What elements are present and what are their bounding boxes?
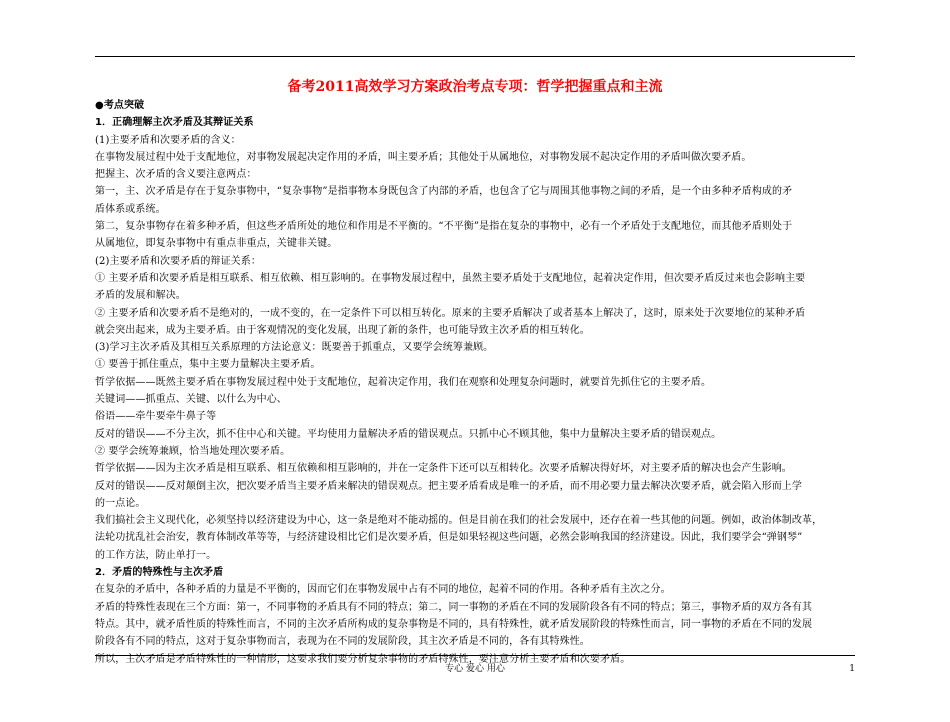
document-body — [95, 97, 855, 668]
section-heading: 2．矛盾的特殊性与主次矛盾 — [95, 567, 224, 579]
body-line: 所以，主次矛盾是矛盾特殊性的一种情形，这要求我们要分析复杂事物的矛盾特殊性，要注意分析主要矛盾和次要矛盾。 — [95, 653, 631, 665]
body-line: 把握主、次矛盾的含义要注意两点： — [95, 169, 257, 181]
page-footer — [95, 662, 855, 676]
footer-motto: 专心 爱心 用心 — [445, 664, 505, 674]
body-line: 俗语——牵牛要牵牛鼻子等 — [95, 411, 217, 423]
body-line: 法轮功扰乱社会治安，教育体制改革等等，与经济建设相比它们是次要矛盾，但是如果轻视这些问题，必然会影响我国的经济建设。因此，我们要学会“弹钢琴” — [95, 532, 803, 544]
body-line: ① 要善于抓住重点，集中主要力量解决主要矛盾。 — [95, 359, 321, 371]
section-heading: ●考点突破 — [95, 100, 145, 111]
header-rule — [95, 56, 855, 57]
body-line: 的一点论。 — [95, 497, 146, 509]
section-heading: 1．正确理解主次矛盾及其辩证关系 — [95, 117, 254, 129]
body-line: 阶段各有不同的特点，这对于复杂事物而言，表现为在不同的发展阶段，其主次矛盾是不同的，各有其特殊性。 — [95, 636, 590, 648]
body-line: 第二，复杂事物存在着多种矛盾，但这些矛盾所处的地位和作用是不平衡的。“不平衡”是指在复杂的事物中，必有一个矛盾处于支配地位，而其他矛盾则处于 — [95, 221, 793, 233]
body-line: 第一，主、次矛盾是存在于复杂事物中，“复杂事物”是指事物本身既包含了内部的矛盾，也包含了它与周围其他事物之间的矛盾，是一个由多种矛盾构成的矛 — [95, 186, 793, 198]
document-title: 备考2011高效学习方案政治考点专项：哲学把握重点和主流 — [287, 79, 663, 95]
body-line: 在事物发展过程中处于支配地位，对事物发展起决定作用的矛盾，叫主要矛盾；其他处于从属地位，对事物发展不起决定作用的矛盾叫做次要矛盾。 — [95, 151, 752, 163]
body-line: (1)主要矛盾和次要矛盾的含义： — [95, 134, 241, 146]
footer-rule — [95, 655, 855, 656]
body-line: 我们搞社会主义现代化，必须坚持以经济建设为中心，这一条是绝对不能动摇的。但是目前在我们的社会发展中，还存在着一些其他的问题。例如，政治体制改革， — [95, 515, 823, 527]
body-line: 反对的错误——不分主次，抓不住中心和关键。平均使用力量解决矛盾的错误观点。只抓中心不顾其他，集中力量解决主要矛盾的错误观点。 — [95, 428, 722, 440]
body-line: 哲学依据——既然主要矛盾在事物发展过程中处于支配地位，起着决定作用，我们在观察和处理复杂问题时，就要首先抓住它的主要矛盾。 — [95, 376, 712, 388]
body-line: 关键词——抓重点、关键、以什么为中心、 — [95, 394, 287, 406]
body-line: 就会突出起来，成为主要矛盾。由于客观情况的变化发展，出现了新的条件，也可能导致主次矛盾的相互转化。 — [95, 324, 590, 336]
body-line: 的工作方法，防止单打一。 — [95, 549, 217, 561]
body-line: 矛盾的发展和解决。 — [95, 290, 186, 302]
body-line: 在复杂的矛盾中，各种矛盾的力量是不平衡的，因而它们在事物发展中占有不同的地位，起着不同的作用。各种矛盾有主次之分。 — [95, 584, 671, 596]
body-line: 哲学依据——因为主次矛盾是相互联系、相互依赖和相互影响的，并在一定条件下还可以互相转化。次要矛盾解决得好坏，对主要矛盾的解决也会产生影响。 — [95, 463, 792, 475]
body-line: ② 要学会统筹兼顾，恰当地处理次要矛盾。 — [95, 445, 291, 457]
body-line: 矛盾的特殊性表现在三个方面：第一，不同事物的矛盾具有不同的特点；第二，同一事物的矛盾在不同的发展阶段各有不同的特点；第三，事物矛盾的双方各有其 — [95, 601, 813, 613]
body-line: ① 主要矛盾和次要矛盾是相互联系、相互依赖、相互影响的。在事物发展过程中，虽然主要矛盾处于支配地位，起着决定作用，但次要矛盾反过来也会影响主要 — [95, 272, 806, 284]
page-number: 1 — [849, 664, 855, 674]
body-line: 反对的错误——反对颠倒主次，把次要矛盾当主要矛盾来解决的错误观点。把主要矛盾看成是唯一的矛盾，而不用必要力量去解决次要矛盾，就会陷入形而上学 — [95, 480, 802, 492]
body-line: 盾体系或系统。 — [95, 203, 166, 215]
body-line: (3)学习主次矛盾及其相互关系原理的方法论意义：既要善于抓重点，又要学会统筹兼顾。 — [95, 342, 494, 354]
body-line: (2)主要矛盾和次要矛盾的辩证关系： — [95, 255, 261, 267]
body-line: ② 主要矛盾和次要矛盾不是绝对的，一成不变的，在一定条件下可以相互转化。原来的主要矛盾解决了或者基本上解决了，这时，原来处于次要地位的某种矛盾 — [95, 307, 806, 319]
body-line: 从属地位，即复杂事物中有重点非重点，关键非关键。 — [95, 238, 338, 250]
body-line: 特点。其中，就矛盾性质的特殊性而言，不同的主次矛盾所构成的复杂事物是不同的，具有特殊性，就矛盾发展阶段的特殊性而言，同一事物的矛盾在不同的发展 — [95, 618, 813, 630]
